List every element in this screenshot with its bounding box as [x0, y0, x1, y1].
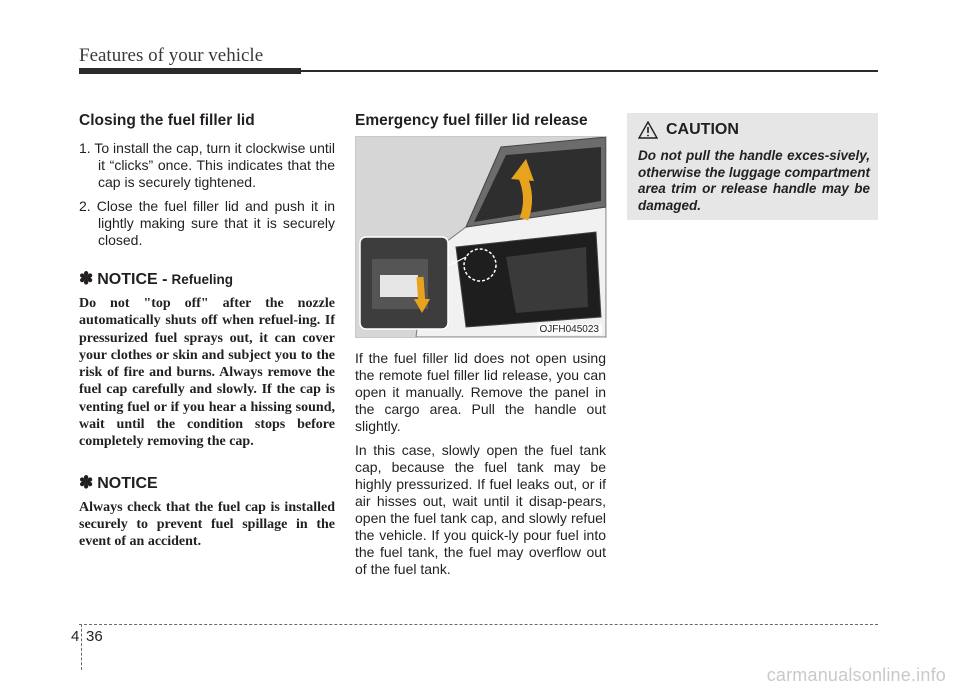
emergency-paragraph-2: In this case, slowly open the fuel tank cap, because the fuel tank may be highly pressurized. If fuel leaks out, or if air hisses out, wait until it disap-pears, open the fuel tank cap, and slowly refuel the vehicle. If you quick-ly pour fuel into the fuel tank, the fuel may overflow out of the fuel tank.	[355, 442, 606, 577]
caution-header	[638, 121, 739, 139]
notice-heading	[79, 473, 335, 493]
notice-subtitle: Refueling	[171, 272, 233, 287]
trunk-drawing	[356, 137, 606, 337]
section-heading-closing: Closing the fuel filler lid	[79, 112, 255, 129]
emergency-paragraph-1: If the fuel filler lid does not open using the remote fuel filler lid release, you can open it manually. Remove the panel in the cargo area. Pull the handle out slightly.	[355, 350, 606, 434]
left-column	[79, 112, 335, 551]
trunk-illustration	[355, 136, 607, 338]
section-heading-emergency: Emergency fuel filler lid release	[355, 112, 588, 129]
middle-column	[355, 112, 606, 578]
caution-title: CAUTION	[666, 121, 739, 138]
notice-refueling-heading	[79, 269, 335, 289]
notice-title: NOTICE	[97, 474, 158, 492]
notice-title: NOTICE -	[97, 271, 168, 288]
caution-body: Do not pull the handle exces-sively, otherwise the luggage compartment area trim or release handle may be damaged.	[638, 148, 870, 213]
notice-body: Always check that the fuel cap is installed securely to prevent fuel spillage in the event of an accident.	[79, 499, 335, 550]
notice-star-icon: ✽	[79, 269, 94, 288]
figure-caption: OJFH045023	[537, 324, 602, 335]
header-bar	[79, 68, 301, 74]
caution-box	[627, 113, 878, 220]
chapter-number: 4	[71, 628, 80, 645]
closing-steps	[79, 140, 335, 249]
page-number: 36	[86, 628, 103, 645]
notice-refueling-body: Do not "top off" after the nozzle automatically shuts off when refuel-ing. If pressurized fuel sprays out, it can cover your clothes or skin and subject you to the risk of fire and burns. Always remove the fuel cap carefully and slowly. If the cap is venting fuel or if you hear a hissing sound, wait until the condition stops before completely removing the cap.	[79, 296, 335, 450]
step-item: 1. To install the cap, turn it clockwise until it “clicks” once. This indicates that the cap is securely tightened.	[79, 140, 335, 190]
header-title: Features of your vehicle	[79, 45, 264, 66]
header-rule	[301, 70, 878, 72]
footer-divider	[81, 624, 82, 670]
watermark: carmanualsonline.info	[766, 665, 946, 685]
notice-star-icon: ✽	[79, 472, 94, 492]
warning-triangle-icon	[638, 121, 658, 139]
step-item: 2. Close the fuel filler lid and push it in lightly making sure that it is securely closed.	[79, 198, 335, 248]
footer-rule	[79, 624, 878, 625]
